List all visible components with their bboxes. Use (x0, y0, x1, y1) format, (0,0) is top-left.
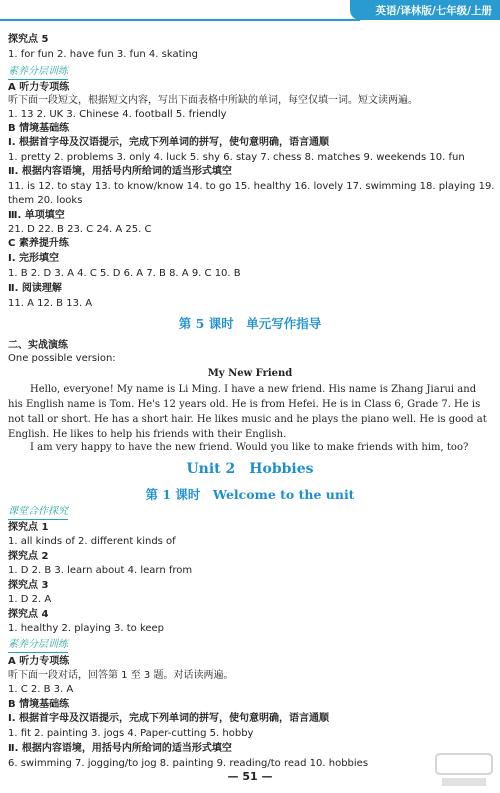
section-heading: Ⅰ. 根据首字母及汉语提示，完成下列单词的拼写，使句意明确，语言通顺 (8, 713, 330, 724)
chapter-title-1: 第 1 课时 Welcome to the unit (145, 487, 355, 502)
essay-paragraph-1: Hello, everyone! My name is Li Ming. I have a new friend. His name is Zhang Jiarui and his English name is Tom. He's 12 years old. He is from Hefei. He is in Class 6, Grade 7. He is not tall or short. He has a short hair. He likes music and he plays the piano well. He is good at English. He likes to help his friends with their English. (8, 384, 487, 440)
answer-line: 6. swimming 7. jogging/to jog 8. painting 9. reading/to read 10. hobbies (8, 758, 369, 769)
header-label: 英语/译林版/七年级/上册 (375, 5, 492, 17)
answer-line: 11. A 12. B 13. A (8, 298, 93, 309)
section-heading: B 情境基础练 (8, 123, 70, 134)
section-heading: 探究点 2 (8, 551, 49, 562)
answer-line: 1. D 2. A (8, 594, 52, 605)
section-heading: Ⅱ. 根据内容语境，用括号内所给词的适当形式填空 (8, 166, 232, 177)
answer-line: 1. C 2. B 3. A (8, 684, 74, 695)
section-heading: 探究点 3 (8, 580, 49, 591)
answer-line: 1. all kinds of 2. different kinds of (8, 536, 176, 547)
section-heading: Ⅲ. 单项填空 (8, 210, 65, 221)
section-heading: Ⅰ. 完形填空 (8, 253, 60, 264)
section-heading: A 听力专项练 (8, 82, 70, 93)
answer-line: 1. for fun 2. have fun 3. fun 4. skating (8, 49, 198, 60)
section-heading: A 听力专项练 (8, 656, 70, 667)
section-title: 素养分层训练 (8, 639, 68, 653)
answer-line: 11. is 12. to stay 13. to know/know 14. to go 15. healthy 16. lovely 17. swimming 18. playing 19. (8, 181, 495, 192)
essay-title: My New Friend (207, 368, 293, 379)
section-heading: 探究点 5 (8, 34, 49, 45)
section-heading: B 情境基础练 (8, 699, 70, 710)
answer-line: 1. healthy 2. playing 3. to keep (8, 623, 165, 634)
page-header (0, 0, 500, 22)
section-title: 素养分层训练 (8, 66, 68, 80)
header-badge (350, 0, 500, 20)
header-rule (0, 19, 360, 21)
answer-line: One possible version: (8, 353, 116, 364)
answer-line: 听下面一段对话，回答第 1 至 3 题。对话读两遍。 (8, 670, 234, 681)
answer-line: 听下面一段短文，根据短文内容，写出下面表格中所缺的单词，每空仅填一词。短文读两遍。 (8, 95, 418, 106)
section-heading: 探究点 1 (8, 522, 49, 533)
answer-line: 1. B 2. D 3. A 4. C 5. D 6. A 7. B 8. A 9. C 10. B (8, 268, 241, 279)
watermark-logo (434, 750, 494, 790)
section-heading: 二、实战演练 (8, 340, 68, 351)
answer-line: 1. D 2. B 3. learn about 4. learn from (8, 565, 193, 576)
section-heading: Ⅰ. 根据首字母及汉语提示，完成下列单词的拼写，使句意明确，语言通顺 (8, 137, 330, 148)
answer-line: them 20. looks (8, 195, 83, 206)
answer-line: 1. fit 2. painting 3. jogs 4. Paper-cutting 5. hobby (8, 728, 254, 739)
essay-paragraph-2: I am very happy to have the new friend. Would you like to make friends with him, too? (30, 442, 469, 453)
section-heading: Ⅱ. 根据内容语境，用括号内所给词的适当形式填空 (8, 743, 232, 754)
section-heading: Ⅱ. 阅读理解 (8, 283, 62, 294)
section-heading: C 素养提升练 (8, 238, 69, 249)
unit-title: Unit 2 Hobbies (186, 461, 314, 477)
section-heading: 探究点 4 (8, 609, 49, 620)
chapter-title-5: 第 5 课时 单元写作指导 (178, 316, 322, 331)
section-coop-title: 课堂合作探究 (8, 506, 68, 520)
page-number: — 51 — (227, 770, 273, 783)
answer-line: 21. D 22. B 23. C 24. A 25. C (8, 224, 152, 235)
answer-line: 1. 13 2. UK 3. Chinese 4. football 5. friendly (8, 109, 227, 120)
answer-line: 1. pretty 2. problems 3. only 4. luck 5. shy 6. stay 7. chess 8. matches 9. weekends 10. fun (8, 152, 465, 163)
